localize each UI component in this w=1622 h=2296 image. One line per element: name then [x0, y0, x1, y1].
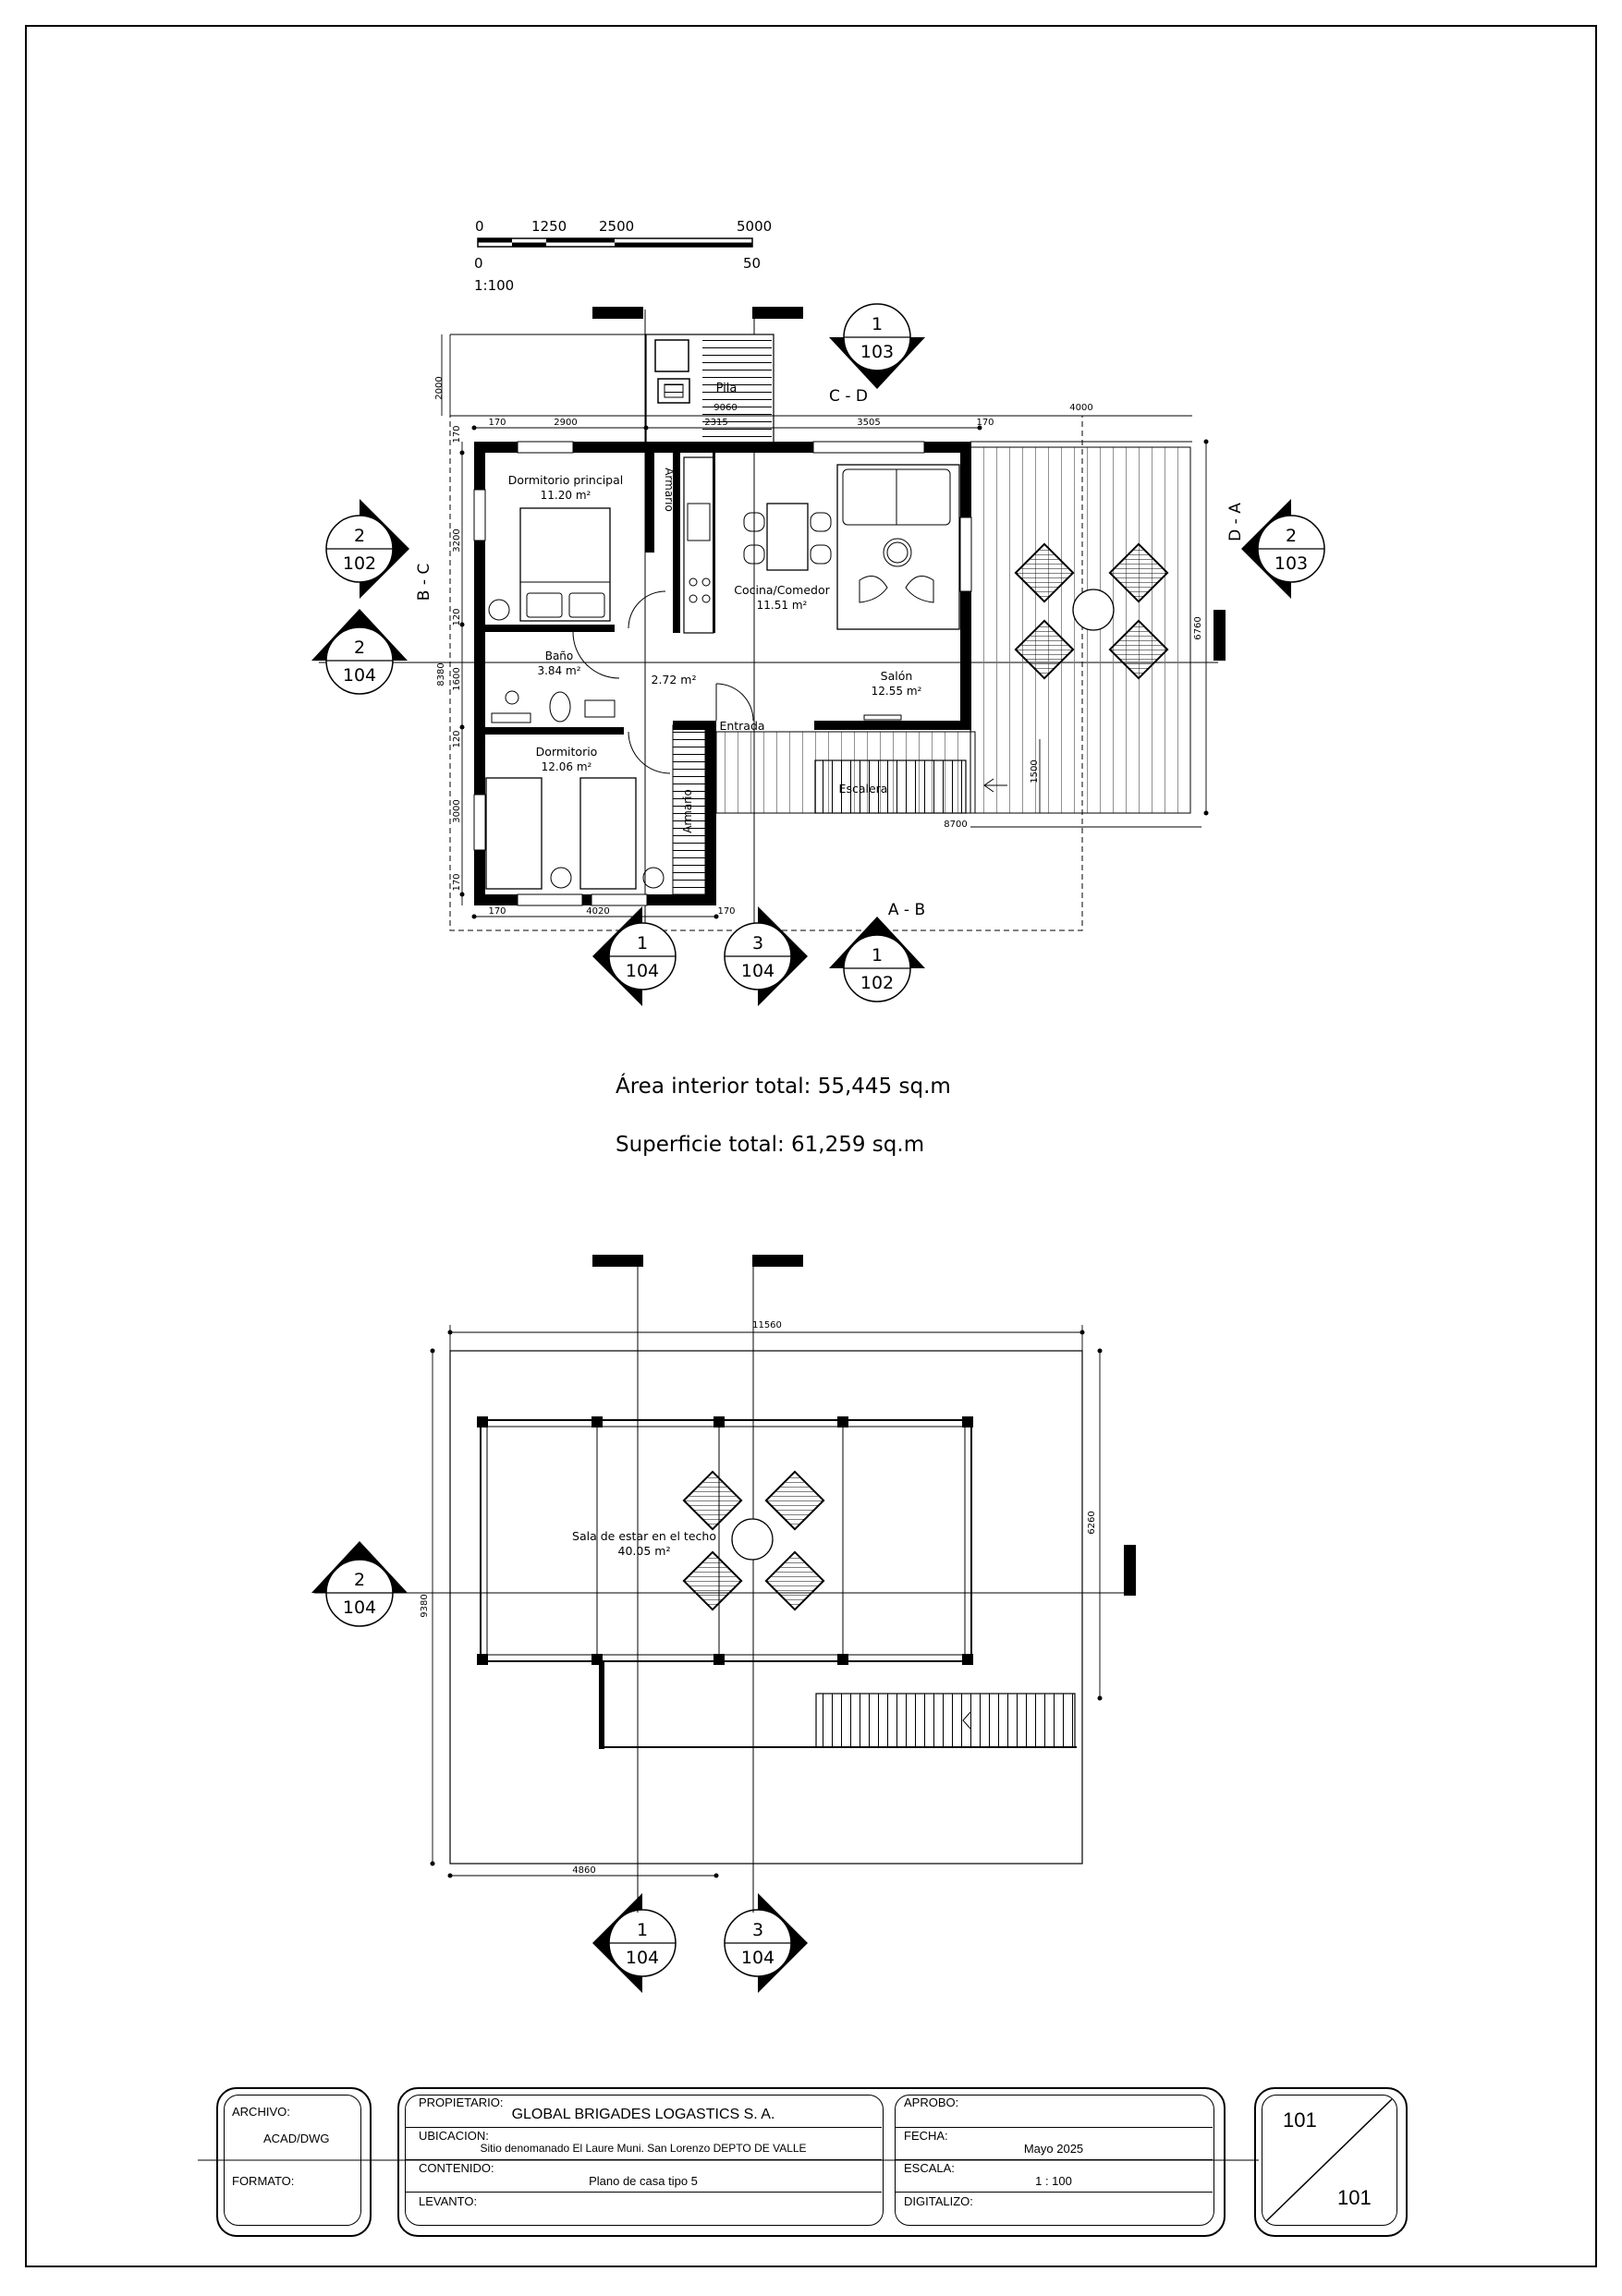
- formato-label: FORMATO:: [232, 2174, 295, 2188]
- room-living-name: Salón: [880, 669, 913, 683]
- label-pila: Pila: [715, 382, 738, 395]
- dim-4020: 4020: [586, 906, 610, 917]
- scale-ratio: 1:100: [474, 277, 515, 294]
- scale-label-bottom-50: 50: [743, 255, 762, 272]
- propietario-label: PROPIETARIO:: [419, 2096, 504, 2109]
- contenido-label: CONTENIDO:: [419, 2161, 494, 2175]
- roof-dimensions: [420, 1320, 1097, 1876]
- callout-detail-number: 2: [353, 526, 366, 546]
- digitalizo-label: DIGITALIZO:: [904, 2194, 973, 2208]
- propietario-value: GLOBAL BRIGADES LOGASTICS S. A.: [511, 2107, 775, 2122]
- total-surface: Superficie total: 61,259 sq.m: [616, 1133, 925, 1157]
- archivo-value: ACAD/DWG: [263, 2132, 330, 2145]
- callout-sheet-number: 102: [342, 553, 377, 574]
- dim-120-b: 120: [452, 730, 462, 748]
- callout-detail-number: 1: [871, 945, 884, 966]
- sheet-total: 101: [1337, 2186, 1372, 2209]
- dim-3200: 3200: [452, 528, 462, 553]
- fecha-label: FECHA:: [904, 2129, 948, 2143]
- callout-c3-104-b: [725, 1893, 808, 1993]
- section-cut-marker: [752, 1255, 803, 1267]
- roof-labels: [572, 1529, 716, 1558]
- dim-120-a: 120: [452, 608, 462, 626]
- room-hall-area: 2.72 m²: [651, 673, 697, 686]
- dim-11560: 11560: [752, 1320, 782, 1330]
- dim-2000: 2000: [434, 376, 445, 400]
- callout-detail-number: 2: [353, 1570, 366, 1590]
- scale-label-1250: 1250: [531, 218, 567, 235]
- label-entry: Entrada: [719, 719, 765, 733]
- dim-4000: 4000: [1069, 403, 1093, 413]
- dim-6760: 6760: [1193, 616, 1203, 640]
- dim-170-c: 170: [452, 425, 462, 443]
- callout-c1-102: [829, 917, 925, 1002]
- section-cut-marker: [592, 307, 643, 319]
- callout-c3-104-a: [725, 906, 808, 1006]
- ubicacion-label: UBICACION:: [419, 2129, 489, 2143]
- section-cut-marker: [752, 307, 803, 319]
- dim-4860: 4860: [572, 1865, 596, 1876]
- room-kitchen-name: Cocina/Comedor: [734, 583, 830, 597]
- callout-sheet-number: 104: [625, 961, 660, 981]
- callout-c1-104-b: [592, 1893, 676, 1993]
- escala-value: 1 : 100: [1035, 2174, 1072, 2188]
- callout-detail-number: 1: [871, 314, 884, 334]
- dim-170-a: 170: [488, 418, 506, 428]
- label-closet-1: Armario: [663, 468, 676, 512]
- aprobo-label: APROBO:: [904, 2096, 959, 2109]
- callout-sheet-number: 104: [740, 961, 775, 981]
- section-cut-marker: [592, 1255, 643, 1267]
- ubicacion-value: Sitio denomanado El Laure Muni. San Lorenzo DEPTO DE VALLE: [480, 2142, 807, 2155]
- scale-label-2500: 2500: [599, 218, 635, 235]
- section-label-ab: A - B: [887, 901, 926, 919]
- room-bath-area: 3.84 m²: [537, 664, 581, 677]
- escala-label: ESCALA:: [904, 2161, 955, 2175]
- callout-c2-104-a: [311, 609, 408, 694]
- section-label-bc: B - C: [415, 563, 433, 601]
- label-stair: Escalera: [838, 782, 888, 796]
- sheet-number: 101: [1283, 2108, 1317, 2132]
- dim-2900: 2900: [554, 418, 578, 428]
- contenido-value: Plano de casa tipo 5: [589, 2174, 698, 2188]
- dim-3000: 3000: [452, 799, 462, 823]
- label-closet-2: Armario: [681, 789, 694, 833]
- dim-8380: 8380: [436, 662, 446, 686]
- dim-3505: 3505: [857, 418, 881, 428]
- dim-1500: 1500: [1030, 759, 1040, 784]
- room-bedroom-area: 12.06 m²: [541, 760, 592, 773]
- room-bedroom-name: Dormitorio: [535, 745, 598, 759]
- callout-sheet-number: 104: [740, 1948, 775, 1968]
- roof-plan: [314, 1255, 1136, 1913]
- callout-detail-number: 3: [751, 933, 764, 954]
- interior-area-total: Área interior total: 55,445 sq.m: [616, 1075, 951, 1099]
- callout-sheet-number: 104: [342, 665, 377, 686]
- dim-6260: 6260: [1087, 1511, 1097, 1535]
- scale-label-bottom-0: 0: [474, 255, 483, 272]
- section-label-da: D - A: [1226, 503, 1245, 541]
- callout-detail-number: 1: [636, 1920, 649, 1940]
- fecha-value: Mayo 2025: [1023, 2142, 1084, 2156]
- callout-detail-number: 3: [751, 1920, 764, 1940]
- dim-1600: 1600: [452, 667, 462, 691]
- dim-8700: 8700: [944, 820, 968, 830]
- callout-sheet-number: 104: [342, 1597, 377, 1618]
- dim-9380: 9380: [420, 1594, 430, 1618]
- callout-c2-104-b: [311, 1541, 408, 1626]
- room-master-name: Dormitorio principal: [507, 473, 624, 487]
- room-master-area: 11.20 m²: [540, 489, 591, 502]
- callout-c1-103: [829, 304, 925, 389]
- dim-170-f: 170: [717, 906, 736, 917]
- dim-170-e: 170: [488, 906, 506, 917]
- scale-label-5000: 5000: [737, 218, 773, 235]
- callout-c1-104-a: [592, 906, 676, 1006]
- dim-9060: 9060: [713, 403, 738, 413]
- section-cut-marker: [1124, 1545, 1136, 1596]
- deck: [970, 447, 1190, 813]
- section-label-cd: C - D: [829, 387, 868, 406]
- callout-c2-103: [1241, 499, 1324, 599]
- archivo-label: ARCHIVO:: [232, 2105, 290, 2119]
- callout-sheet-number: 104: [625, 1948, 660, 1968]
- dim-170-d: 170: [452, 873, 462, 892]
- callout-sheet-number: 102: [860, 973, 895, 993]
- callout-c2-102: [326, 499, 409, 599]
- room-living-area: 12.55 m²: [871, 685, 922, 698]
- scale-bar: [474, 218, 772, 294]
- callout-sheet-number: 103: [860, 342, 895, 362]
- dim-2315: 2315: [704, 418, 728, 428]
- section-cut-marker: [1213, 610, 1226, 661]
- roof-room-area: 40.05 m²: [617, 1544, 671, 1558]
- room-bath-name: Baño: [544, 650, 574, 662]
- roof-room-name: Sala de estar en el techo: [572, 1529, 716, 1543]
- scale-label-0: 0: [475, 218, 484, 235]
- callout-detail-number: 2: [1285, 526, 1298, 546]
- levanto-label: LEVANTO:: [419, 2194, 478, 2208]
- callout-detail-number: 2: [353, 638, 366, 658]
- callout-sheet-number: 103: [1274, 553, 1309, 574]
- room-kitchen-area: 11.51 m²: [756, 599, 808, 612]
- dim-170-b: 170: [976, 418, 994, 428]
- callout-detail-number: 1: [636, 933, 649, 954]
